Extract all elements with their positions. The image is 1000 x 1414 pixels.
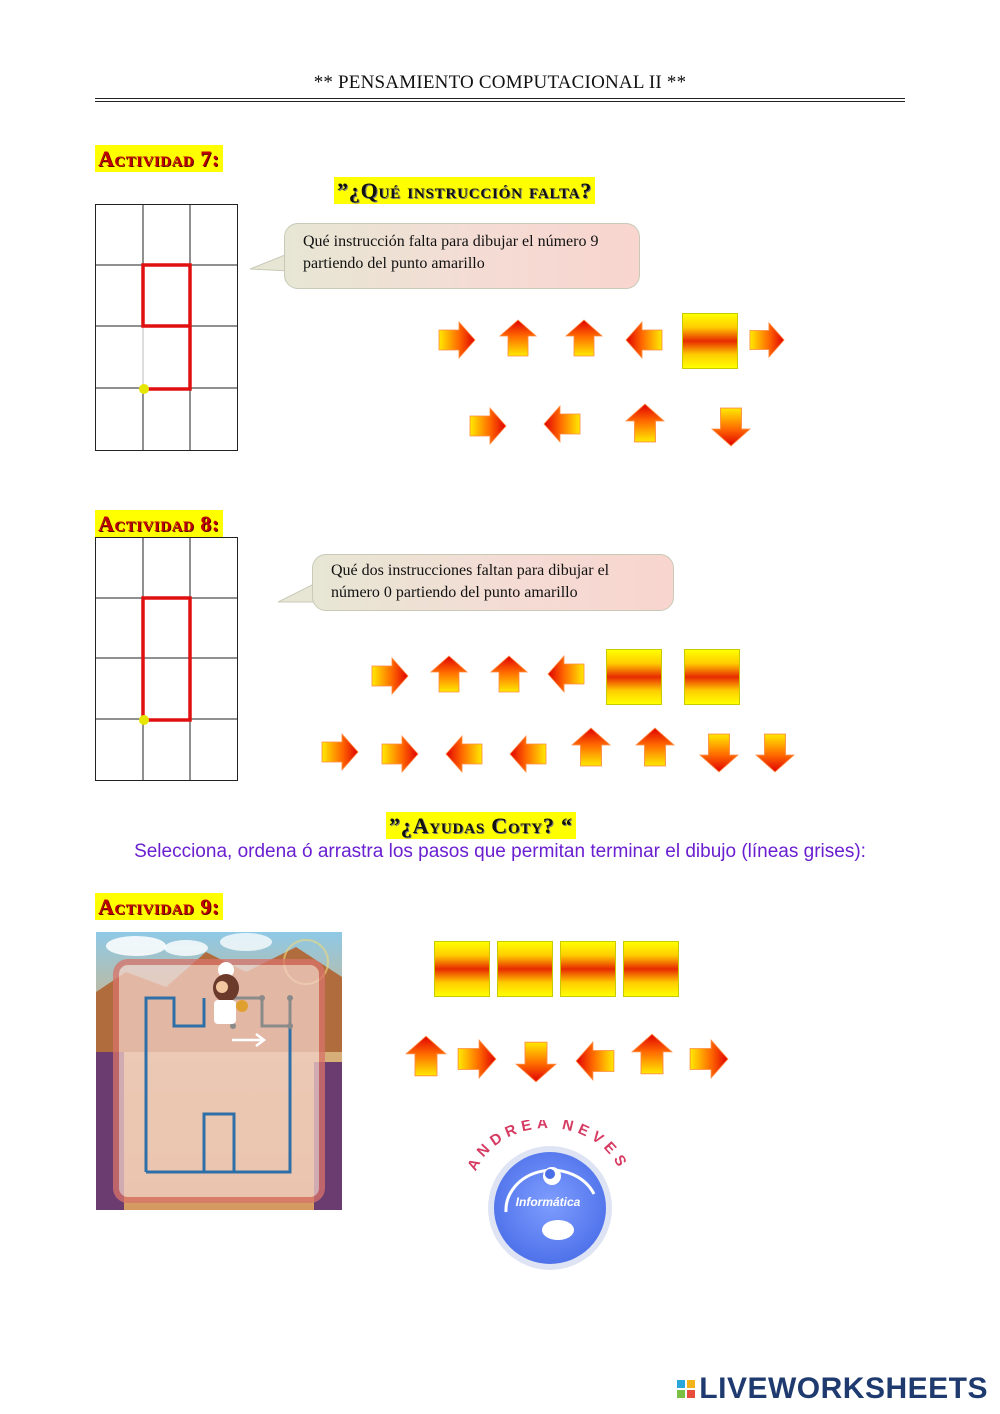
activity-9-answer-slot-4[interactable] <box>623 941 679 997</box>
option-up-arrow-icon[interactable] <box>620 402 670 444</box>
option-left-arrow-icon[interactable] <box>542 400 582 448</box>
option-right-arrow-icon[interactable] <box>688 1034 730 1084</box>
up-arrow-icon[interactable] <box>494 318 542 358</box>
option-up-arrow-icon[interactable] <box>626 1032 678 1076</box>
option-up-arrow-icon[interactable] <box>630 726 680 768</box>
activity-8-grid <box>95 537 239 782</box>
activity-7-prompt-line2: partiendo del punto amarillo <box>303 255 485 272</box>
activity-8-label: Actividad 8: <box>95 510 223 537</box>
option-down-arrow-icon[interactable] <box>750 732 800 774</box>
activity-8-answer-slot-2[interactable] <box>684 649 740 705</box>
page-header: ** PENSAMIENTO COMPUTACIONAL II ** <box>313 72 687 93</box>
option-left-arrow-icon[interactable] <box>444 730 484 778</box>
activity-9-answer-slot-1[interactable] <box>434 941 490 997</box>
left-arrow-icon[interactable] <box>546 650 586 698</box>
option-down-arrow-icon[interactable] <box>706 406 756 448</box>
coty-game-image <box>96 932 342 1210</box>
author-logo-center-text: Informática <box>515 1195 581 1209</box>
liveworksheets-brand-text: LIVEWORKSHEETS <box>699 1372 988 1405</box>
option-up-arrow-icon[interactable] <box>400 1034 452 1078</box>
author-logo-arc-text: ANDREA NEVES <box>464 1120 632 1174</box>
activity-9-label: Actividad 9: <box>95 893 223 920</box>
option-right-arrow-icon[interactable] <box>320 728 360 776</box>
right-arrow-icon[interactable] <box>748 316 786 364</box>
activity-7-speech-bubble <box>250 223 642 289</box>
activity-8-answer-slot-1[interactable] <box>606 649 662 705</box>
coty-instruction: Selecciona, ordena ó arrastra los pasos que permitan terminar el dibujo (líneas grises): <box>134 841 866 862</box>
option-right-arrow-icon[interactable] <box>456 1034 498 1084</box>
author-logo <box>458 1120 638 1276</box>
coty-section-title: ”¿Ayudas Coty? “ <box>386 812 576 839</box>
option-left-arrow-icon[interactable] <box>508 730 548 778</box>
left-arrow-icon[interactable] <box>624 316 664 364</box>
header-divider <box>95 98 905 99</box>
activity-7-title: ”¿Qué instrucción falta? <box>334 177 595 204</box>
right-arrow-icon[interactable] <box>437 316 477 364</box>
up-arrow-icon[interactable] <box>424 654 474 694</box>
header-divider-thin <box>95 101 905 102</box>
activity-7-prompt-line1: Qué instrucción falta para dibujar el número 9 <box>303 233 599 250</box>
option-down-arrow-icon[interactable] <box>510 1040 562 1084</box>
option-up-arrow-icon[interactable] <box>566 726 616 768</box>
option-down-arrow-icon[interactable] <box>694 732 744 774</box>
activity-8-prompt-line2: número 0 partiendo del punto amarillo <box>331 584 578 601</box>
activity-8-speech-bubble <box>278 554 674 611</box>
option-left-arrow-icon[interactable] <box>574 1036 616 1086</box>
activity-7-answer-slot[interactable] <box>682 313 738 369</box>
up-arrow-icon[interactable] <box>484 654 534 694</box>
up-arrow-icon[interactable] <box>560 318 608 358</box>
option-right-arrow-icon[interactable] <box>380 730 420 778</box>
activity-9-answer-slot-3[interactable] <box>560 941 616 997</box>
activity-7-label: Actividad 7: <box>95 145 223 172</box>
activity-7-grid <box>95 204 239 452</box>
activity-9-answer-slot-2[interactable] <box>497 941 553 997</box>
option-right-arrow-icon[interactable] <box>468 402 508 450</box>
activity-8-prompt-line1: Qué dos instrucciones faltan para dibujar el <box>331 562 610 579</box>
liveworksheets-blocks-icon <box>677 1380 695 1398</box>
liveworksheets-logo[interactable] <box>677 1372 988 1406</box>
right-arrow-icon[interactable] <box>370 652 410 700</box>
